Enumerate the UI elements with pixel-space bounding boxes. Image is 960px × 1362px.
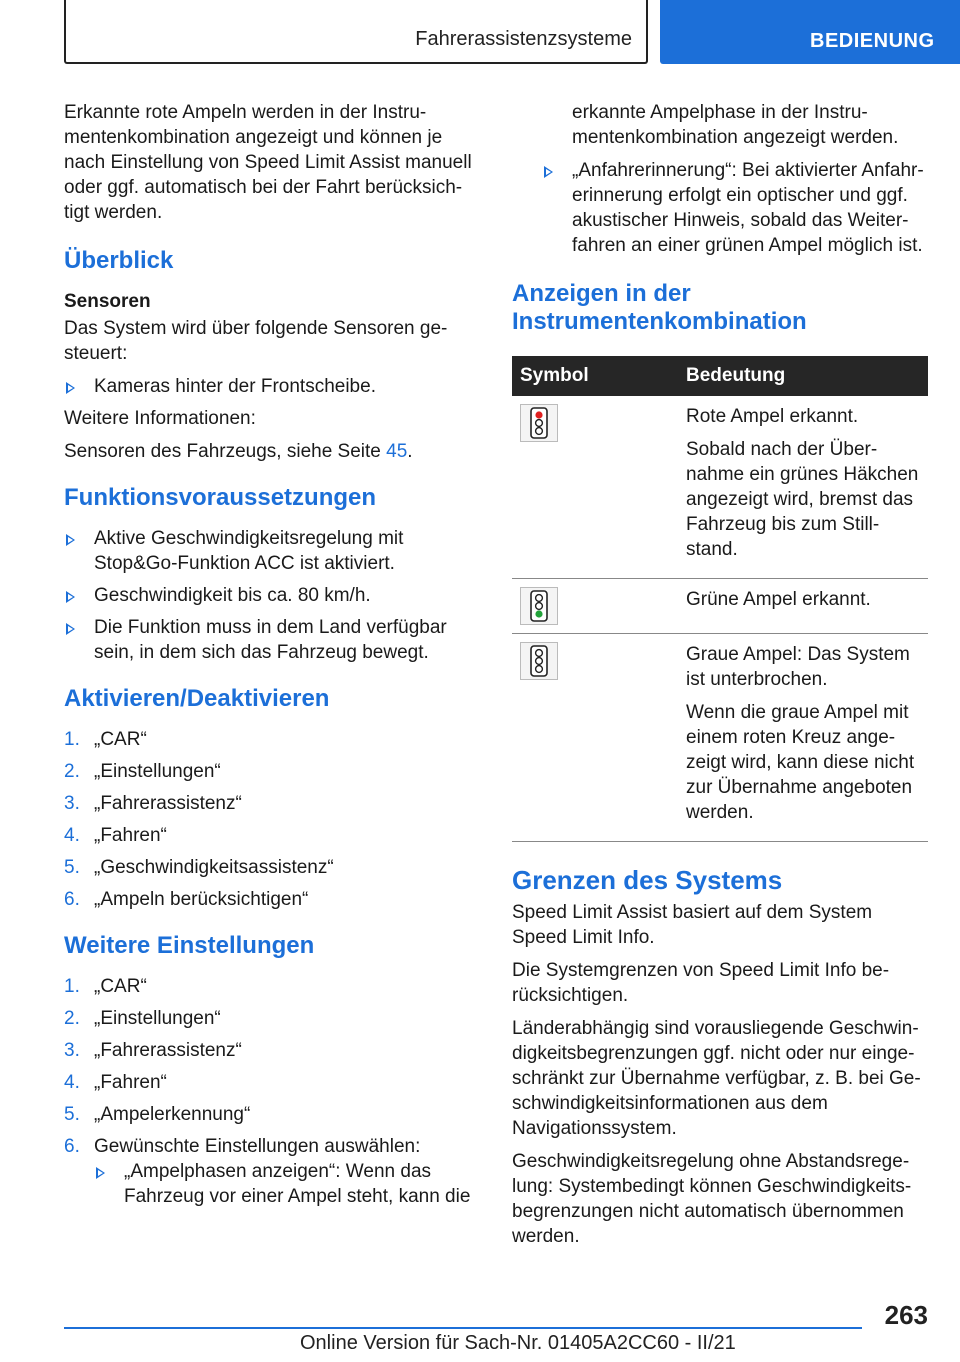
activate-step [64, 855, 480, 880]
limits-paragraph: Speed Limit Assist basiert auf dem System Speed Limit Info. [512, 902, 873, 948]
symbol-cell [512, 634, 678, 842]
settings-sub-item: „Anfahrerinnerung“: Bei aktivierter Anfahr-erinnerung erfolgt ein optischer und ggf. akustischer Hinweis, sobald das Weiter-fahren an einer grünen Ampel möglich ist. [542, 158, 928, 258]
meaning-text: Sobald nach der Über-nahme ein grünes Häkchen angezeigt wird, bremst das Fahrzeug bis zum Still-stand. [686, 439, 919, 560]
sensors-reference [64, 439, 480, 464]
step-text: „CAR“ [94, 976, 147, 997]
heading-display: Anzeigen in der Instrumentenkombination [512, 280, 807, 335]
settings-step [64, 1070, 480, 1095]
sensors-item: Kameras hinter der Frontscheibe. [64, 374, 480, 399]
requirement-item: Aktive Geschwindigkeitsregelung mit Stop&Go-Funktion ACC ist aktiviert. [64, 526, 480, 576]
sensors-page-link[interactable]: 45 [386, 441, 408, 462]
step-text: „Einstellungen“ [94, 1008, 221, 1029]
meaning-cell [678, 579, 928, 634]
column-header-meaning: Bedeutung [678, 356, 928, 396]
footer-online-version: Online Version für Sach-Nr. 01405A2CC60 - II/21 [300, 1332, 736, 1354]
heading-sensors: Sensoren [64, 291, 151, 312]
header-section-box [64, 0, 648, 64]
settings-step [64, 1102, 480, 1127]
step-text: „CAR“ [94, 729, 147, 750]
meaning-text: Grüne Ampel erkannt. [686, 589, 871, 610]
step-text: „Fahrerassistenz“ [94, 1040, 242, 1061]
step-text: „Ampeln berücksichtigen“ [94, 889, 309, 910]
heading-requirements: Funktionsvoraussetzungen [64, 484, 377, 511]
step-number: 3. [64, 793, 80, 814]
table-header-row [512, 356, 928, 396]
step-number: 5. [64, 857, 80, 878]
step-number: 3. [64, 1040, 80, 1061]
right-column [512, 100, 928, 1257]
settings-sub-item: „Ampelphasen anzeigen“: Wenn das Fahrzeug vor einer Ampel steht, kann die [94, 1159, 480, 1209]
header-section-title: Fahrerassistenzsysteme [415, 28, 632, 50]
more-info-label: Weitere Informationen: [64, 408, 256, 429]
symbol-table [512, 356, 928, 842]
step-number: 2. [64, 761, 80, 782]
footer-divider [64, 1327, 862, 1329]
settings-step [64, 1006, 480, 1031]
limits-paragraph: Länderabhängig sind vorausliegende Geschwin-digkeitsbegrenzungen ggf. nicht oder nur einge-schränkt zur Übernahme verfügbar, z. B. bei Ge-schwindigkeitsinformationen aus dem Navigationssystem. [512, 1018, 921, 1139]
table-row [512, 634, 928, 842]
activate-step [64, 759, 480, 784]
step-number: 6. [64, 889, 80, 910]
step-text: „Fahren“ [94, 825, 167, 846]
meaning-text: Graue Ampel: Das System ist unterbrochen. [686, 644, 910, 690]
step-text: „Fahren“ [94, 1072, 167, 1093]
meaning-text: Wenn die graue Ampel mit einem roten Kreuz ange-zeigt wird, kann diese nicht zur Übernahme angeboten werden. [686, 702, 915, 823]
limits-paragraph: Die Systemgrenzen von Speed Limit Info be-rücksichtigen. [512, 960, 890, 1006]
heading-further-settings: Weitere Einstellungen [64, 932, 315, 959]
step-number: 6. [64, 1136, 80, 1157]
settings-step [64, 1134, 480, 1209]
table-row [512, 579, 928, 634]
step-text: „Ampelerkennung“ [94, 1104, 251, 1125]
header-chapter-title: BEDIENUNG [810, 30, 935, 52]
heading-activate: Aktivieren/Deaktivieren [64, 685, 330, 712]
red-traffic-light-icon [520, 404, 558, 442]
step-number: 1. [64, 729, 80, 750]
sensors-text: Das System wird über folgende Sensoren ge-steuert: [64, 318, 448, 364]
settings-steps [64, 974, 480, 1209]
step-text: Gewünschte Einstellungen auswählen: [94, 1136, 421, 1157]
sensors-reference-text: Sensoren des Fahrzeugs, siehe Seite [64, 441, 387, 462]
continued-text: erkannte Ampelphase in der Instru-mentenkombination angezeigt werden. [572, 102, 899, 148]
step-number: 4. [64, 1072, 80, 1093]
intro-paragraph: Erkannte rote Ampeln werden in der Instru-mentenkombination angezeigt und können je nach Einstellung von Speed Limit Assist manuell oder ggf. automatisch bei der Fahrt berücksich-tigt werden. [64, 102, 472, 223]
heading-overview: Überblick [64, 247, 174, 274]
meaning-text: Rote Ampel erkannt. [686, 406, 859, 427]
settings-step [64, 974, 480, 999]
step-text: „Geschwindigkeitsassistenz“ [94, 857, 334, 878]
step-text: „Fahrerassistenz“ [94, 793, 242, 814]
step-text: „Einstellungen“ [94, 761, 221, 782]
symbol-cell [512, 579, 678, 634]
limits-paragraph: Geschwindigkeitsregelung ohne Abstandsrege-lung: Systembedingt können Geschwindigkeits-begrenzungen nicht automatisch übernommen werden. [512, 1151, 912, 1247]
step-number: 5. [64, 1104, 80, 1125]
activate-step [64, 887, 480, 912]
requirement-item: Die Funktion muss in dem Land verfügbar sein, in dem sich das Fahrzeug bewegt. [64, 615, 480, 665]
settings-sub-list-cont [512, 158, 928, 258]
left-column [64, 100, 480, 1216]
requirements-list [64, 526, 480, 665]
activate-step [64, 727, 480, 752]
settings-step [64, 1038, 480, 1063]
column-header-symbol: Symbol [512, 356, 678, 396]
activate-step [64, 823, 480, 848]
heading-limits: Grenzen des Systems [512, 865, 783, 895]
requirement-item: Geschwindigkeit bis ca. 80 km/h. [64, 583, 480, 608]
meaning-cell [678, 634, 928, 842]
grey-traffic-light-icon [520, 642, 558, 680]
symbol-cell [512, 396, 678, 579]
sensors-list [64, 374, 480, 399]
meaning-cell [678, 396, 928, 579]
table-row [512, 396, 928, 579]
sensors-reference-end: . [407, 441, 413, 462]
page-number: 263 [884, 1300, 928, 1330]
step-number: 1. [64, 976, 80, 997]
green-traffic-light-icon [520, 587, 558, 625]
header-chapter-tab [660, 0, 960, 64]
step-number: 4. [64, 825, 80, 846]
activate-steps [64, 727, 480, 912]
settings-sub-list [94, 1159, 480, 1209]
step-number: 2. [64, 1008, 80, 1029]
activate-step [64, 791, 480, 816]
